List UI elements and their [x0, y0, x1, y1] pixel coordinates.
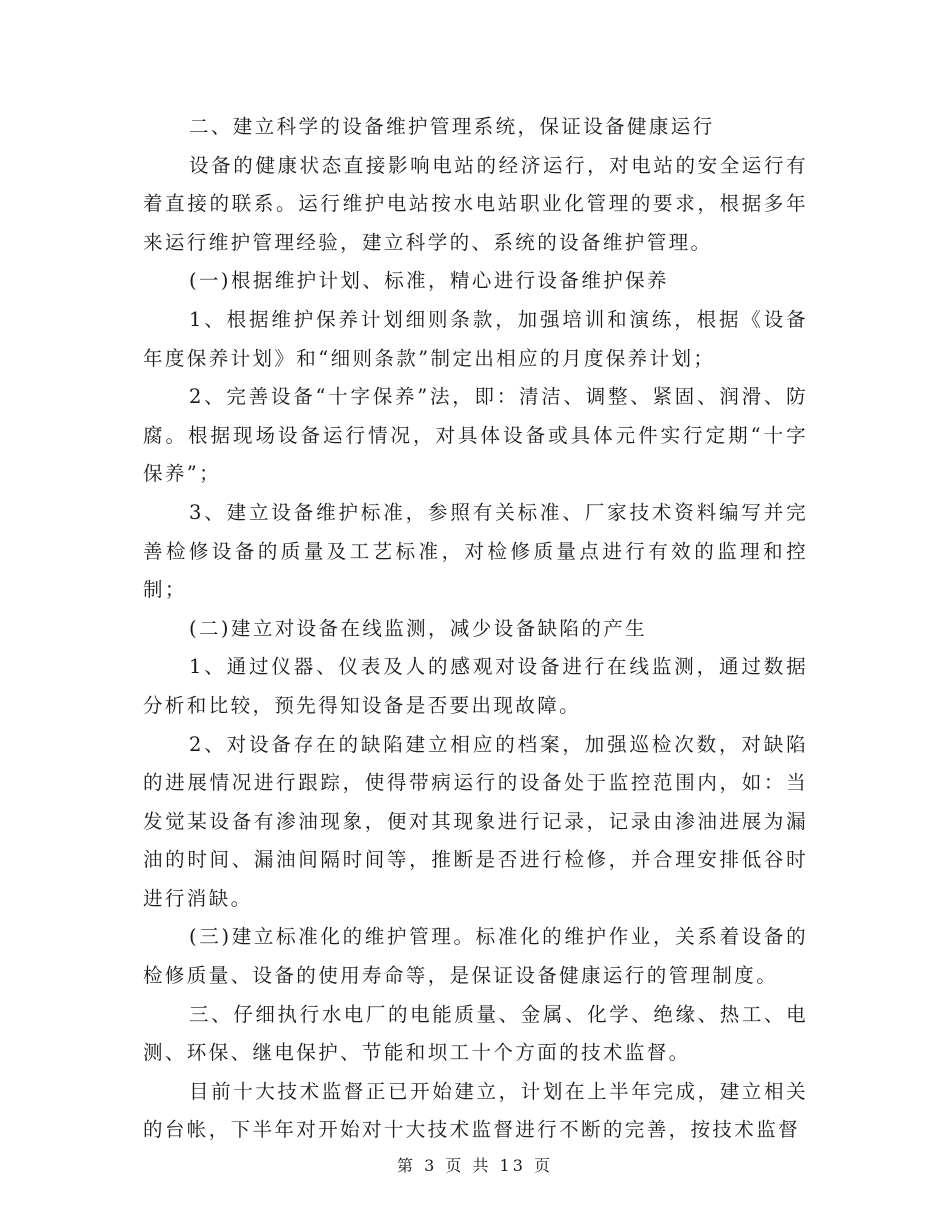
- list-item-monitor-1: 1、通过仪器、仪表及人的感观对设备进行在线监测，通过数据分析和比较，预先得知设备是否要出现故障。: [143, 655, 808, 717]
- document-body: [143, 108, 808, 1150]
- subheading-one: (一)根据维护计划、标准，精心进行设备维护保养: [189, 269, 669, 293]
- page-number-footer: 第 3 页 共 13 页: [397, 1156, 553, 1175]
- section-heading-two: 二、建立科学的设备维护管理系统，保证设备健康运行: [189, 115, 715, 138]
- subheading-three: (三)建立标准化的维护管理。标准化的维护作业，关系着设备的检修质量、设备的使用寿命等，是保证设备健康运行的管理制度。: [143, 925, 808, 988]
- section-heading-three: 三、仔细执行水电厂的电能质量、金属、化学、绝缘、热工、电测、环保、继电保护、节能和坝工十个方面的技术监督。: [143, 1002, 808, 1065]
- list-item-1: 1、根据维护保养计划细则条款，加强培训和演练，根据《设备年度保养计划》和“细则条款”制定出相应的月度保养计划；: [143, 307, 808, 370]
- list-item-monitor-2: 2、对设备存在的缺陷建立相应的档案，加强巡检次数，对缺陷的进展情况进行跟踪，使得带病运行的设备处于监控范围内，如：当发觉某设备有渗油现象，便对其现象进行记录，记录由渗油进展为漏油的时间、漏油间隔时间等，推断是否进行检修，并合理安排低谷时进行消缺。: [143, 732, 808, 910]
- paragraph-ten-supervision: 目前十大技术监督正已开始建立，计划在上半年完成，建立相关的台帐，下半年对开始对十大技术监督进行不断的完善，按技术监督: [143, 1079, 808, 1142]
- list-item-2: 2、完善设备“十字保养”法，即：清洁、调整、紧固、润滑、防腐。根据现场设备运行情况，对具体设备或具体元件实行定期“十字保养”；: [143, 385, 808, 486]
- list-item-3: 3、建立设备维护标准，参照有关标准、厂家技术资料编写并完善检修设备的质量及工艺标准，对检修质量点进行有效的监理和控制；: [143, 500, 808, 602]
- subheading-two: (二)建立对设备在线监测，减少设备缺陷的产生: [189, 616, 648, 640]
- paragraph-health-status: 设备的健康状态直接影响电站的经济运行，对电站的安全运行有着直接的联系。运行维护电站按水电站职业化管理的要求，根据多年来运行维护管理经验，建立科学的、系统的设备维护管理。: [143, 153, 808, 254]
